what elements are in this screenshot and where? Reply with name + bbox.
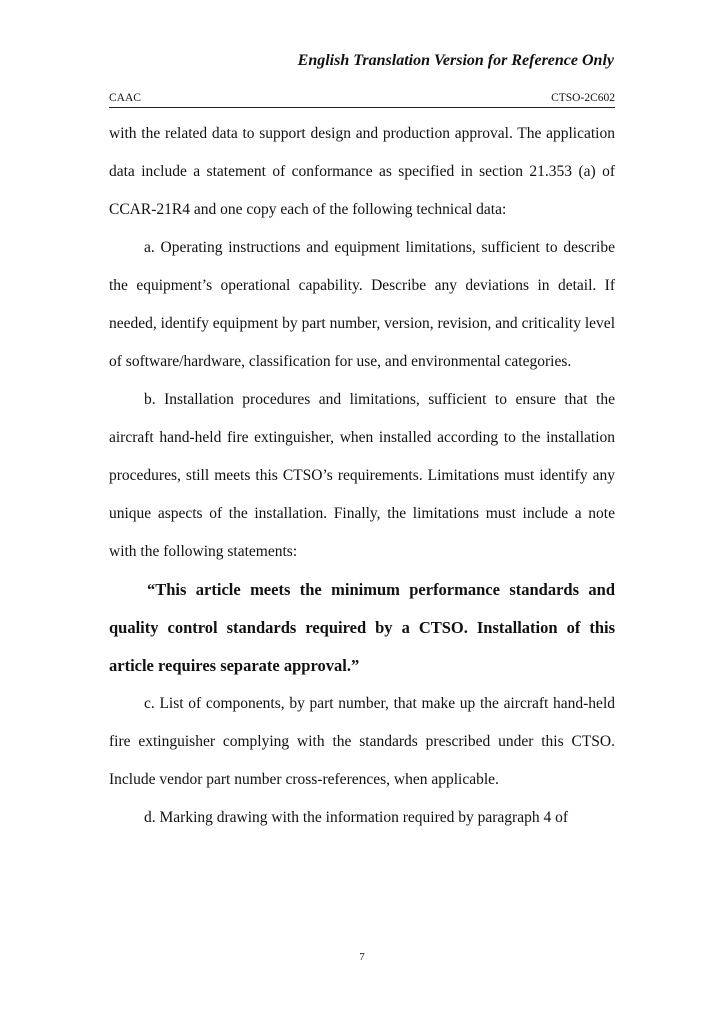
document-body [109, 115, 615, 837]
paragraph-continuation: with the related data to support design and production approval. The application data include a statement of conformance as specified in section 21.353 (a) of CCAR-21R4 and one copy each of the following technical data: [109, 125, 615, 218]
paragraph-item-a: a. Operating instructions and equipment limitations, sufficient to describe the equipment’s operational capability. Describe any deviations in detail. If needed, identify equipment by part number, version, revision, and criticality level of software/hardware, classification for use, and environmental categories. [109, 239, 615, 370]
page-number: 7 [359, 951, 365, 963]
running-header [109, 92, 615, 108]
header-organization: CAAC [109, 92, 141, 104]
paragraph-item-b: b. Installation procedures and limitations, sufficient to ensure that the aircraft hand-held fire extinguisher, when installed according to the installation procedures, still meets this CTSO’s requirements. Limitations must identify any unique aspects of the installation. Finally, the limitations must include a note with the following statements: [109, 391, 615, 560]
required-statement: “This article meets the minimum performance standards and quality control standards required by a CTSO. Installation of this article requires separate approval.” [109, 580, 615, 675]
translation-notice: English Translation Version for Reference Only [297, 52, 614, 69]
header-document-id: CTSO-2C602 [551, 92, 615, 104]
paragraph-item-d: d. Marking drawing with the information required by paragraph 4 of [144, 809, 568, 826]
paragraph-item-c: c. List of components, by part number, that make up the aircraft hand-held fire extinguisher complying with the standards prescribed under this CTSO. Include vendor part number cross-references, when applicable. [109, 695, 615, 788]
